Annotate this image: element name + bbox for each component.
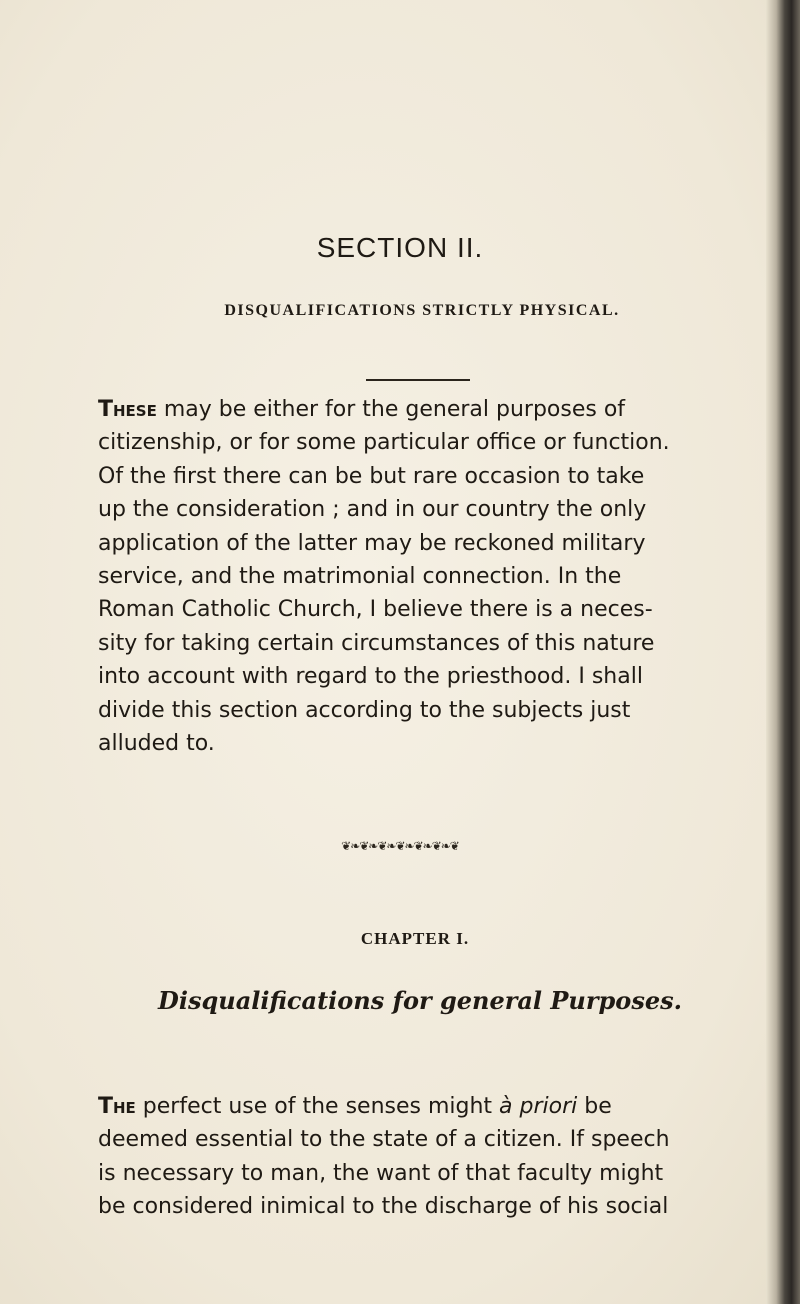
paragraph-chapter [98,1090,760,1224]
text-line: application of the latter may be reckoned military [98,530,646,556]
text-line: be considered inimical to the discharge of his social [98,1194,669,1220]
text-line: up the consideration ; and in our country the only [98,497,647,523]
chapter-label: CHAPTER I. [360,929,470,948]
text-line: is necessary to man, the want of that faculty might [98,1160,664,1186]
text-line: deemed essential to the state of a citizen. If speech [98,1127,670,1153]
text-line: Of the first there can be but rare occasion to take [98,463,645,489]
divider-rule [366,379,470,381]
text-line: service, and the matrimonial connection. In the [98,564,622,590]
text-line: into account with regard to the priesthood. I shall [98,664,643,690]
section-title: SECTION II. [316,232,484,263]
section-subtitle: DISQUALIFICATIONS STRICTLY PHYSICAL. [224,302,620,319]
text-line: sity for taking certain circumstances of this nature [98,630,655,656]
text-line: citizenship, or for some particular office or function. [98,430,670,456]
text-line: divide this section according to the subjects just [98,697,631,723]
book-spine-shadow [766,0,800,1304]
text-line: The perfect use of the senses might à priori be [98,1094,612,1119]
chapter-title: Disqualifications for general Purposes. [158,986,682,1015]
text-line: These may be either for the general purposes of [98,397,626,422]
paragraph-intro [98,393,760,760]
ornament-divider: ❦❧❦❧❦❧❦❧❦❧❦❧❦ [341,839,459,853]
lead-word: These [98,397,157,422]
text-line: alluded to. [98,731,215,757]
text-line: Roman Catholic Church, I believe there is a neces- [98,597,653,623]
italic-phrase: à priori [499,1094,578,1119]
lead-word: The [98,1094,136,1119]
